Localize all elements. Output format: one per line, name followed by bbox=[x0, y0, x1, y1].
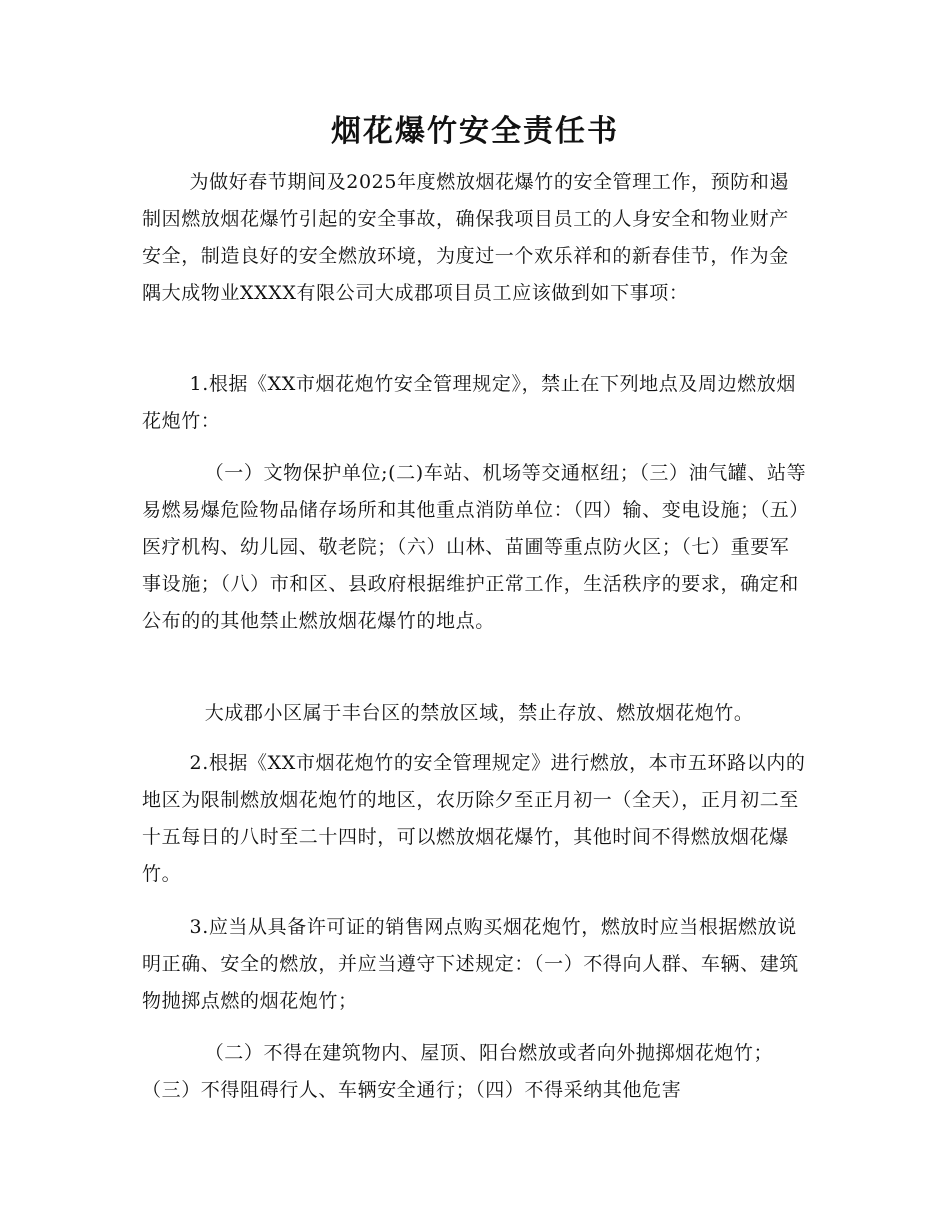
paragraph-community-notice: 大成郡小区属于丰台区的禁放区域，禁止存放、燃放烟花炮竹。 bbox=[204, 702, 754, 724]
paragraph-rule-1: 1.根据《XX市烟花炮竹安全管理规定》，禁止在下列地点及周边燃放烟花炮竹： bbox=[142, 373, 796, 432]
document-title: 烟花爆竹安全责任书 bbox=[331, 114, 619, 149]
paragraph-rule-3-continued: （二）不得在建筑物内、屋顶、阳台燃放或者向外抛掷烟花炮竹；（三）不得阻碍行人、车辆安全通行；（四）不得采纳其他危害 bbox=[142, 1042, 774, 1101]
paragraph-rule-3: 3.应当从具备许可证的销售网点购买烟花炮竹，燃放时应当根据燃放说明正确、安全的燃放，并应当遵守下述规定：（一）不得向人群、车辆、建筑物抛掷点燃的烟花炮竹； bbox=[142, 916, 799, 1012]
paragraph-rule-2: 2.根据《XX市烟花炮竹的安全管理规定》进行燃放，本市五环路以内的地区为限制燃放烟花炮竹的地区，农历除夕至正月初一（全天），正月初二至十五每日的八时至二十四时，可以燃放烟花爆竹，其他时间不得燃放烟花爆竹。 bbox=[142, 752, 806, 885]
paragraph-prohibited-locations: （一）文物保护单位;(二)车站、机场等交通枢纽；（三）油气罐、站等易燃易爆危险物品储存场所和其他重点消防单位：（四）输、变电设施；（五）医疗机构、幼儿园、敬老院；（六）山林、苗圃等重点防火区；（七）重要军事设施；（八）市和区、县政府根据维护正常工作，生活秩序的要求，确定和公布的的其他禁止燃放烟花爆竹的地点。 bbox=[142, 462, 807, 632]
paragraph-intro: 为做好春节期间及2025年度燃放烟花爆竹的安全管理工作，预防和遏制因燃放烟花爆竹引起的安全事故，确保我项目员工的人身安全和物业财产安全，制造良好的安全燃放环境，为度过一个欢乐祥和的新春佳节，作为金隅大成物业XXXX有限公司大成郡项目员工应该做到如下事项： bbox=[142, 171, 790, 304]
